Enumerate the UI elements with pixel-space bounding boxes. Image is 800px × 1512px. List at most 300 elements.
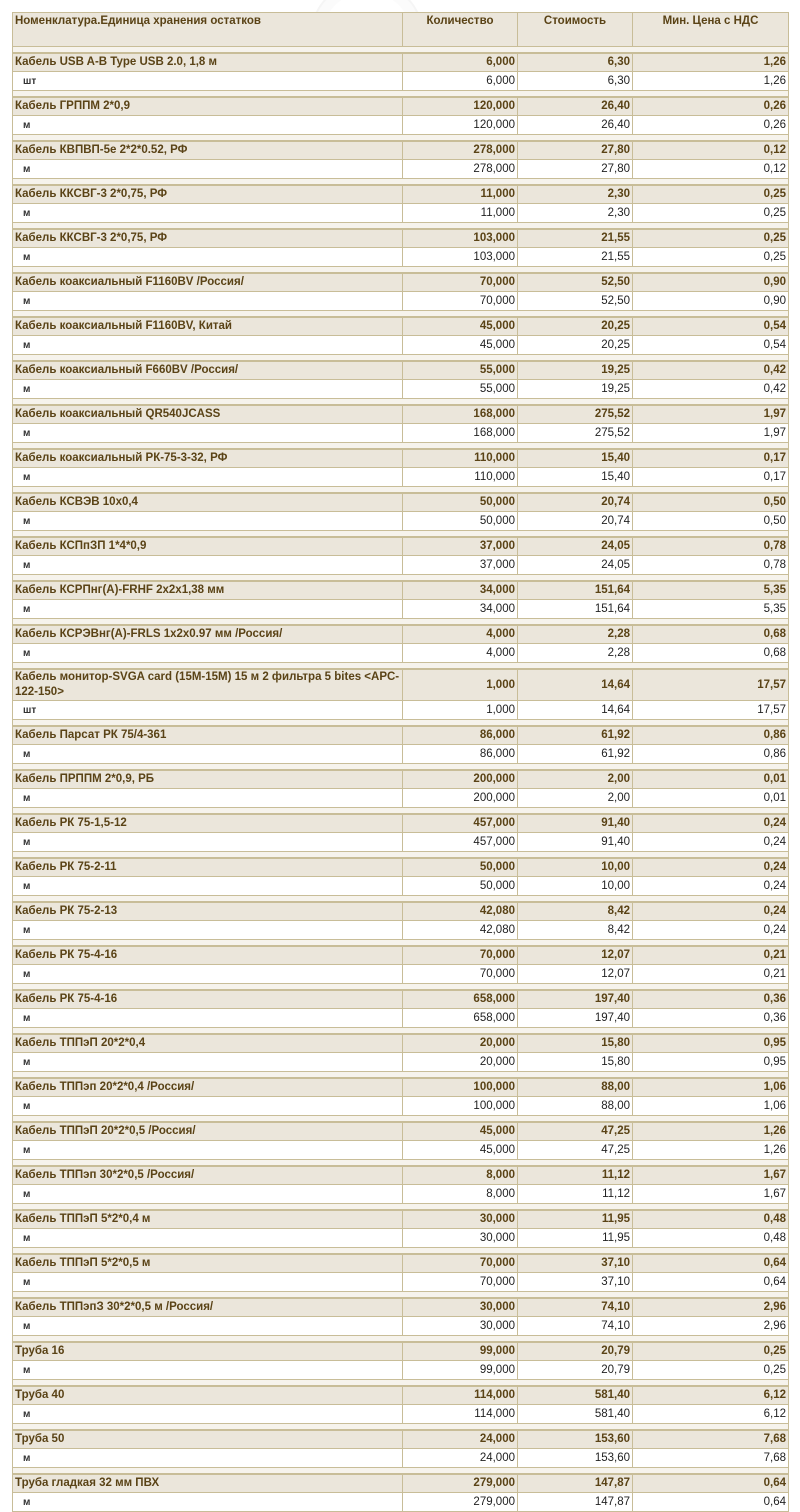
unit-of-storage: м — [13, 1229, 403, 1248]
stock-report-table — [12, 12, 789, 1512]
group-row[interactable] — [13, 581, 789, 600]
group-cost: 91,40 — [518, 814, 633, 833]
group-row[interactable] — [13, 1034, 789, 1053]
group-min-price: 0,78 — [633, 537, 789, 556]
group-quantity: 6,000 — [403, 53, 518, 72]
cost: 19,25 — [518, 380, 633, 399]
group-min-price: 0,25 — [633, 185, 789, 204]
table-row[interactable] — [13, 72, 789, 91]
group-cost: 151,64 — [518, 581, 633, 600]
quantity: 30,000 — [403, 1229, 518, 1248]
unit-of-storage: м — [13, 248, 403, 267]
group-row[interactable] — [13, 273, 789, 292]
item-name: Кабель КСПпЗП 1*4*0,9 — [13, 537, 403, 556]
group-cost: 10,00 — [518, 858, 633, 877]
group-quantity: 103,000 — [403, 229, 518, 248]
quantity: 457,000 — [403, 833, 518, 852]
table-row[interactable] — [13, 512, 789, 531]
group-quantity: 278,000 — [403, 141, 518, 160]
group-quantity: 279,000 — [403, 1474, 518, 1493]
group-cost: 15,80 — [518, 1034, 633, 1053]
item-name: Кабель ТППэП 5*2*0,5 м — [13, 1254, 403, 1273]
cost: 52,50 — [518, 292, 633, 311]
min-price: 0,78 — [633, 556, 789, 575]
group-row[interactable] — [13, 1210, 789, 1229]
cost: 26,40 — [518, 116, 633, 135]
group-min-price: 0,48 — [633, 1210, 789, 1229]
group-cost: 2,28 — [518, 625, 633, 644]
cost: 6,30 — [518, 72, 633, 91]
min-price: 0,36 — [633, 1009, 789, 1028]
group-quantity: 99,000 — [403, 1342, 518, 1361]
group-cost: 153,60 — [518, 1430, 633, 1449]
unit-of-storage: м — [13, 468, 403, 487]
table-row[interactable] — [13, 1405, 789, 1424]
group-quantity: 100,000 — [403, 1078, 518, 1097]
unit-of-storage: м — [13, 745, 403, 764]
group-row[interactable] — [13, 449, 789, 468]
unit-of-storage: м — [13, 160, 403, 179]
unit-of-storage: м — [13, 600, 403, 619]
group-row[interactable] — [13, 625, 789, 644]
group-cost: 11,12 — [518, 1166, 633, 1185]
table-row[interactable] — [13, 789, 789, 808]
group-cost: 61,92 — [518, 726, 633, 745]
group-row[interactable] — [13, 53, 789, 72]
min-price: 0,24 — [633, 877, 789, 896]
table-row[interactable] — [13, 600, 789, 619]
group-min-price: 0,68 — [633, 625, 789, 644]
group-min-price: 1,67 — [633, 1166, 789, 1185]
unit-of-storage: шт — [13, 701, 403, 720]
table-row[interactable] — [13, 1493, 789, 1512]
quantity: 45,000 — [403, 336, 518, 355]
cost: 27,80 — [518, 160, 633, 179]
item-name: Кабель ПРППМ 2*0,9, РБ — [13, 770, 403, 789]
group-row[interactable] — [13, 537, 789, 556]
table-row[interactable] — [13, 1449, 789, 1468]
group-min-price: 2,96 — [633, 1298, 789, 1317]
group-cost: 2,00 — [518, 770, 633, 789]
group-quantity: 110,000 — [403, 449, 518, 468]
group-min-price: 1,26 — [633, 1122, 789, 1141]
group-quantity: 45,000 — [403, 1122, 518, 1141]
group-cost: 581,40 — [518, 1386, 633, 1405]
group-row[interactable] — [13, 990, 789, 1009]
unit-of-storage: м — [13, 1273, 403, 1292]
min-price: 7,68 — [633, 1449, 789, 1468]
unit-of-storage: м — [13, 556, 403, 575]
group-min-price: 0,42 — [633, 361, 789, 380]
cost: 21,55 — [518, 248, 633, 267]
table-row[interactable] — [13, 424, 789, 443]
min-price: 2,96 — [633, 1317, 789, 1336]
min-price: 0,64 — [633, 1493, 789, 1512]
group-row[interactable] — [13, 361, 789, 380]
quantity: 34,000 — [403, 600, 518, 619]
group-row[interactable] — [13, 858, 789, 877]
min-price: 0,17 — [633, 468, 789, 487]
cost: 151,64 — [518, 600, 633, 619]
group-min-price: 1,26 — [633, 53, 789, 72]
group-min-price: 0,26 — [633, 97, 789, 116]
group-min-price: 0,21 — [633, 946, 789, 965]
group-cost: 2,30 — [518, 185, 633, 204]
quantity: 55,000 — [403, 380, 518, 399]
min-price: 1,26 — [633, 72, 789, 91]
group-cost: 14,64 — [518, 669, 633, 701]
column-header-nomenclature: Номенклатура.Единица хранения остатков — [13, 13, 403, 47]
group-cost: 6,30 — [518, 53, 633, 72]
group-min-price: 1,06 — [633, 1078, 789, 1097]
table-row[interactable] — [13, 965, 789, 984]
cost: 11,12 — [518, 1185, 633, 1204]
table-row[interactable] — [13, 336, 789, 355]
cost: 91,40 — [518, 833, 633, 852]
column-header-cost: Стоимость — [518, 13, 633, 47]
quantity: 50,000 — [403, 512, 518, 531]
group-quantity: 20,000 — [403, 1034, 518, 1053]
cost: 15,80 — [518, 1053, 633, 1072]
group-cost: 12,07 — [518, 946, 633, 965]
unit-of-storage: м — [13, 424, 403, 443]
group-row[interactable] — [13, 1078, 789, 1097]
unit-of-storage: м — [13, 877, 403, 896]
table-row[interactable] — [13, 292, 789, 311]
cost: 11,95 — [518, 1229, 633, 1248]
quantity: 70,000 — [403, 1273, 518, 1292]
min-price: 1,26 — [633, 1141, 789, 1160]
group-min-price: 0,64 — [633, 1474, 789, 1493]
group-cost: 8,42 — [518, 902, 633, 921]
cost: 153,60 — [518, 1449, 633, 1468]
group-cost: 21,55 — [518, 229, 633, 248]
item-name: Кабель ККСВГ-3 2*0,75, РФ — [13, 229, 403, 248]
min-price: 0,86 — [633, 745, 789, 764]
group-row[interactable] — [13, 97, 789, 116]
cost: 581,40 — [518, 1405, 633, 1424]
group-min-price: 0,36 — [633, 990, 789, 1009]
group-quantity: 457,000 — [403, 814, 518, 833]
item-name: Кабель коаксиальный F1160BV /Россия/ — [13, 273, 403, 292]
table-row[interactable] — [13, 1141, 789, 1160]
table-row[interactable] — [13, 1097, 789, 1116]
item-name: Труба гладкая 32 мм ПВХ — [13, 1474, 403, 1493]
group-min-price: 6,12 — [633, 1386, 789, 1405]
min-price: 0,90 — [633, 292, 789, 311]
unit-of-storage: м — [13, 116, 403, 135]
group-cost: 147,87 — [518, 1474, 633, 1493]
min-price: 0,68 — [633, 644, 789, 663]
group-quantity: 86,000 — [403, 726, 518, 745]
cost: 20,74 — [518, 512, 633, 531]
group-row[interactable] — [13, 317, 789, 336]
min-price: 0,50 — [633, 512, 789, 531]
item-name: Кабель РК 75-4-16 — [13, 946, 403, 965]
cost: 2,28 — [518, 644, 633, 663]
table-row[interactable] — [13, 833, 789, 852]
group-min-price: 0,24 — [633, 858, 789, 877]
group-cost: 15,40 — [518, 449, 633, 468]
cost: 15,40 — [518, 468, 633, 487]
item-name: Кабель ККСВГ-3 2*0,75, РФ — [13, 185, 403, 204]
group-quantity: 70,000 — [403, 273, 518, 292]
item-name: Кабель РК 75-2-13 — [13, 902, 403, 921]
group-row[interactable] — [13, 1342, 789, 1361]
group-min-price: 0,24 — [633, 902, 789, 921]
quantity: 1,000 — [403, 701, 518, 720]
group-row[interactable] — [13, 770, 789, 789]
unit-of-storage: м — [13, 380, 403, 399]
group-row[interactable] — [13, 229, 789, 248]
table-row[interactable] — [13, 468, 789, 487]
unit-of-storage: м — [13, 1009, 403, 1028]
quantity: 45,000 — [403, 1141, 518, 1160]
group-row[interactable] — [13, 1430, 789, 1449]
cost: 12,07 — [518, 965, 633, 984]
unit-of-storage: м — [13, 1185, 403, 1204]
group-quantity: 37,000 — [403, 537, 518, 556]
item-name: Кабель коаксиальный F660BV /Россия/ — [13, 361, 403, 380]
cost: 47,25 — [518, 1141, 633, 1160]
item-name: Кабель КСРЭВнг(А)-FRLS 1х2х0.97 мм /Россия/ — [13, 625, 403, 644]
item-name: Кабель ТППэпЗ 30*2*0,5 м /Россия/ — [13, 1298, 403, 1317]
item-name: Кабель монитор-SVGA card (15M-15M) 15 м 2 фильтра 5 bites <APC-122-150> — [13, 669, 403, 701]
group-quantity: 50,000 — [403, 493, 518, 512]
min-price: 0,21 — [633, 965, 789, 984]
quantity: 278,000 — [403, 160, 518, 179]
group-cost: 24,05 — [518, 537, 633, 556]
min-price: 0,01 — [633, 789, 789, 808]
min-price: 0,48 — [633, 1229, 789, 1248]
group-quantity: 11,000 — [403, 185, 518, 204]
quantity: 42,080 — [403, 921, 518, 940]
cost: 24,05 — [518, 556, 633, 575]
group-row[interactable] — [13, 669, 789, 701]
group-cost: 275,52 — [518, 405, 633, 424]
group-min-price: 5,35 — [633, 581, 789, 600]
table-row[interactable] — [13, 877, 789, 896]
table-row[interactable] — [13, 160, 789, 179]
unit-of-storage: м — [13, 833, 403, 852]
group-quantity: 1,000 — [403, 669, 518, 701]
quantity: 103,000 — [403, 248, 518, 267]
group-row[interactable] — [13, 1298, 789, 1317]
group-quantity: 30,000 — [403, 1298, 518, 1317]
group-quantity: 4,000 — [403, 625, 518, 644]
cost: 20,79 — [518, 1361, 633, 1380]
unit-of-storage: м — [13, 1361, 403, 1380]
table-row[interactable] — [13, 116, 789, 135]
min-price: 0,42 — [633, 380, 789, 399]
unit-of-storage: м — [13, 789, 403, 808]
group-cost: 20,25 — [518, 317, 633, 336]
group-min-price: 0,50 — [633, 493, 789, 512]
group-quantity: 114,000 — [403, 1386, 518, 1405]
table-row[interactable] — [13, 921, 789, 940]
group-min-price: 0,25 — [633, 229, 789, 248]
group-row[interactable] — [13, 946, 789, 965]
group-row[interactable] — [13, 185, 789, 204]
quantity: 99,000 — [403, 1361, 518, 1380]
cost: 88,00 — [518, 1097, 633, 1116]
column-header-quantity: Количество — [403, 13, 518, 47]
cost: 37,10 — [518, 1273, 633, 1292]
table-row[interactable] — [13, 1009, 789, 1028]
group-row[interactable] — [13, 1122, 789, 1141]
group-cost: 26,40 — [518, 97, 633, 116]
cost: 14,64 — [518, 701, 633, 720]
unit-of-storage: м — [13, 1053, 403, 1072]
group-row[interactable] — [13, 405, 789, 424]
group-min-price: 0,25 — [633, 1342, 789, 1361]
item-name: Кабель ТППэп 20*2*0,4 /Россия/ — [13, 1078, 403, 1097]
unit-of-storage: м — [13, 1449, 403, 1468]
table-row[interactable] — [13, 1053, 789, 1072]
item-name: Кабель РК 75-4-16 — [13, 990, 403, 1009]
group-quantity: 70,000 — [403, 1254, 518, 1273]
unit-of-storage: м — [13, 965, 403, 984]
group-cost: 47,25 — [518, 1122, 633, 1141]
quantity: 4,000 — [403, 644, 518, 663]
group-min-price: 17,57 — [633, 669, 789, 701]
cost: 10,00 — [518, 877, 633, 896]
item-name: Кабель коаксиальный QR540JCASS — [13, 405, 403, 424]
min-price: 5,35 — [633, 600, 789, 619]
group-quantity: 30,000 — [403, 1210, 518, 1229]
table-row[interactable] — [13, 1185, 789, 1204]
unit-of-storage: м — [13, 1097, 403, 1116]
group-min-price: 0,64 — [633, 1254, 789, 1273]
item-name: Кабель РК 75-2-11 — [13, 858, 403, 877]
table-row[interactable] — [13, 204, 789, 223]
group-cost: 27,80 — [518, 141, 633, 160]
table-row[interactable] — [13, 701, 789, 720]
group-min-price: 0,95 — [633, 1034, 789, 1053]
group-min-price: 0,90 — [633, 273, 789, 292]
cost: 147,87 — [518, 1493, 633, 1512]
group-cost: 19,25 — [518, 361, 633, 380]
table-row[interactable] — [13, 1229, 789, 1248]
unit-of-storage: м — [13, 512, 403, 531]
table-row[interactable] — [13, 644, 789, 663]
item-name: Кабель ГРППМ 2*0,9 — [13, 97, 403, 116]
cost: 275,52 — [518, 424, 633, 443]
group-quantity: 55,000 — [403, 361, 518, 380]
group-quantity: 168,000 — [403, 405, 518, 424]
unit-of-storage: шт — [13, 72, 403, 91]
group-quantity: 70,000 — [403, 946, 518, 965]
quantity: 114,000 — [403, 1405, 518, 1424]
unit-of-storage: м — [13, 336, 403, 355]
item-name: Кабель ТППэп 30*2*0,5 /Россия/ — [13, 1166, 403, 1185]
group-quantity: 120,000 — [403, 97, 518, 116]
min-price: 0,24 — [633, 921, 789, 940]
table-header-row — [13, 13, 789, 47]
min-price: 0,12 — [633, 160, 789, 179]
quantity: 30,000 — [403, 1317, 518, 1336]
item-name: Кабель коаксиальный РК-75-3-32, РФ — [13, 449, 403, 468]
group-row[interactable] — [13, 141, 789, 160]
group-quantity: 42,080 — [403, 902, 518, 921]
table-row[interactable] — [13, 556, 789, 575]
group-min-price: 7,68 — [633, 1430, 789, 1449]
min-price: 0,95 — [633, 1053, 789, 1072]
min-price: 1,97 — [633, 424, 789, 443]
item-name: Кабель ТППэП 5*2*0,4 м — [13, 1210, 403, 1229]
min-price: 0,25 — [633, 248, 789, 267]
quantity: 110,000 — [403, 468, 518, 487]
group-min-price: 0,24 — [633, 814, 789, 833]
group-row[interactable] — [13, 1254, 789, 1273]
group-cost: 37,10 — [518, 1254, 633, 1273]
cost: 8,42 — [518, 921, 633, 940]
quantity: 37,000 — [403, 556, 518, 575]
table-row[interactable] — [13, 745, 789, 764]
cost: 20,25 — [518, 336, 633, 355]
quantity: 86,000 — [403, 745, 518, 764]
min-price: 1,06 — [633, 1097, 789, 1116]
group-row[interactable] — [13, 902, 789, 921]
item-name: Труба 16 — [13, 1342, 403, 1361]
cost: 2,00 — [518, 789, 633, 808]
group-row[interactable] — [13, 1386, 789, 1405]
item-name: Кабель USB A-B Type USB 2.0, 1,8 м — [13, 53, 403, 72]
table-row[interactable] — [13, 1273, 789, 1292]
unit-of-storage: м — [13, 292, 403, 311]
item-name: Кабель Парсат РК 75/4-361 — [13, 726, 403, 745]
quantity: 120,000 — [403, 116, 518, 135]
unit-of-storage: м — [13, 1141, 403, 1160]
quantity: 8,000 — [403, 1185, 518, 1204]
min-price: 0,24 — [633, 833, 789, 852]
group-min-price: 0,54 — [633, 317, 789, 336]
group-row[interactable] — [13, 1166, 789, 1185]
item-name: Кабель КВПВП-5е 2*2*0.52, РФ — [13, 141, 403, 160]
quantity: 658,000 — [403, 1009, 518, 1028]
table-row[interactable] — [13, 1361, 789, 1380]
min-price: 0,64 — [633, 1273, 789, 1292]
table-row[interactable] — [13, 380, 789, 399]
unit-of-storage: м — [13, 921, 403, 940]
group-row[interactable] — [13, 814, 789, 833]
item-name: Кабель КСРПнг(А)-FRHF 2х2х1,38 мм — [13, 581, 403, 600]
group-cost: 11,95 — [518, 1210, 633, 1229]
min-price: 6,12 — [633, 1405, 789, 1424]
unit-of-storage: м — [13, 1317, 403, 1336]
group-row[interactable] — [13, 726, 789, 745]
group-row[interactable] — [13, 1474, 789, 1493]
group-min-price: 1,97 — [633, 405, 789, 424]
group-quantity: 50,000 — [403, 858, 518, 877]
group-quantity: 34,000 — [403, 581, 518, 600]
item-name: Кабель коаксиальный F1160BV, Китай — [13, 317, 403, 336]
min-price: 1,67 — [633, 1185, 789, 1204]
group-cost: 88,00 — [518, 1078, 633, 1097]
group-quantity: 200,000 — [403, 770, 518, 789]
table-row[interactable] — [13, 248, 789, 267]
group-row[interactable] — [13, 493, 789, 512]
item-name: Труба 40 — [13, 1386, 403, 1405]
table-row[interactable] — [13, 1317, 789, 1336]
group-cost: 20,74 — [518, 493, 633, 512]
unit-of-storage: м — [13, 204, 403, 223]
group-cost: 20,79 — [518, 1342, 633, 1361]
unit-of-storage: м — [13, 644, 403, 663]
cost: 2,30 — [518, 204, 633, 223]
cost: 61,92 — [518, 745, 633, 764]
unit-of-storage: м — [13, 1405, 403, 1424]
